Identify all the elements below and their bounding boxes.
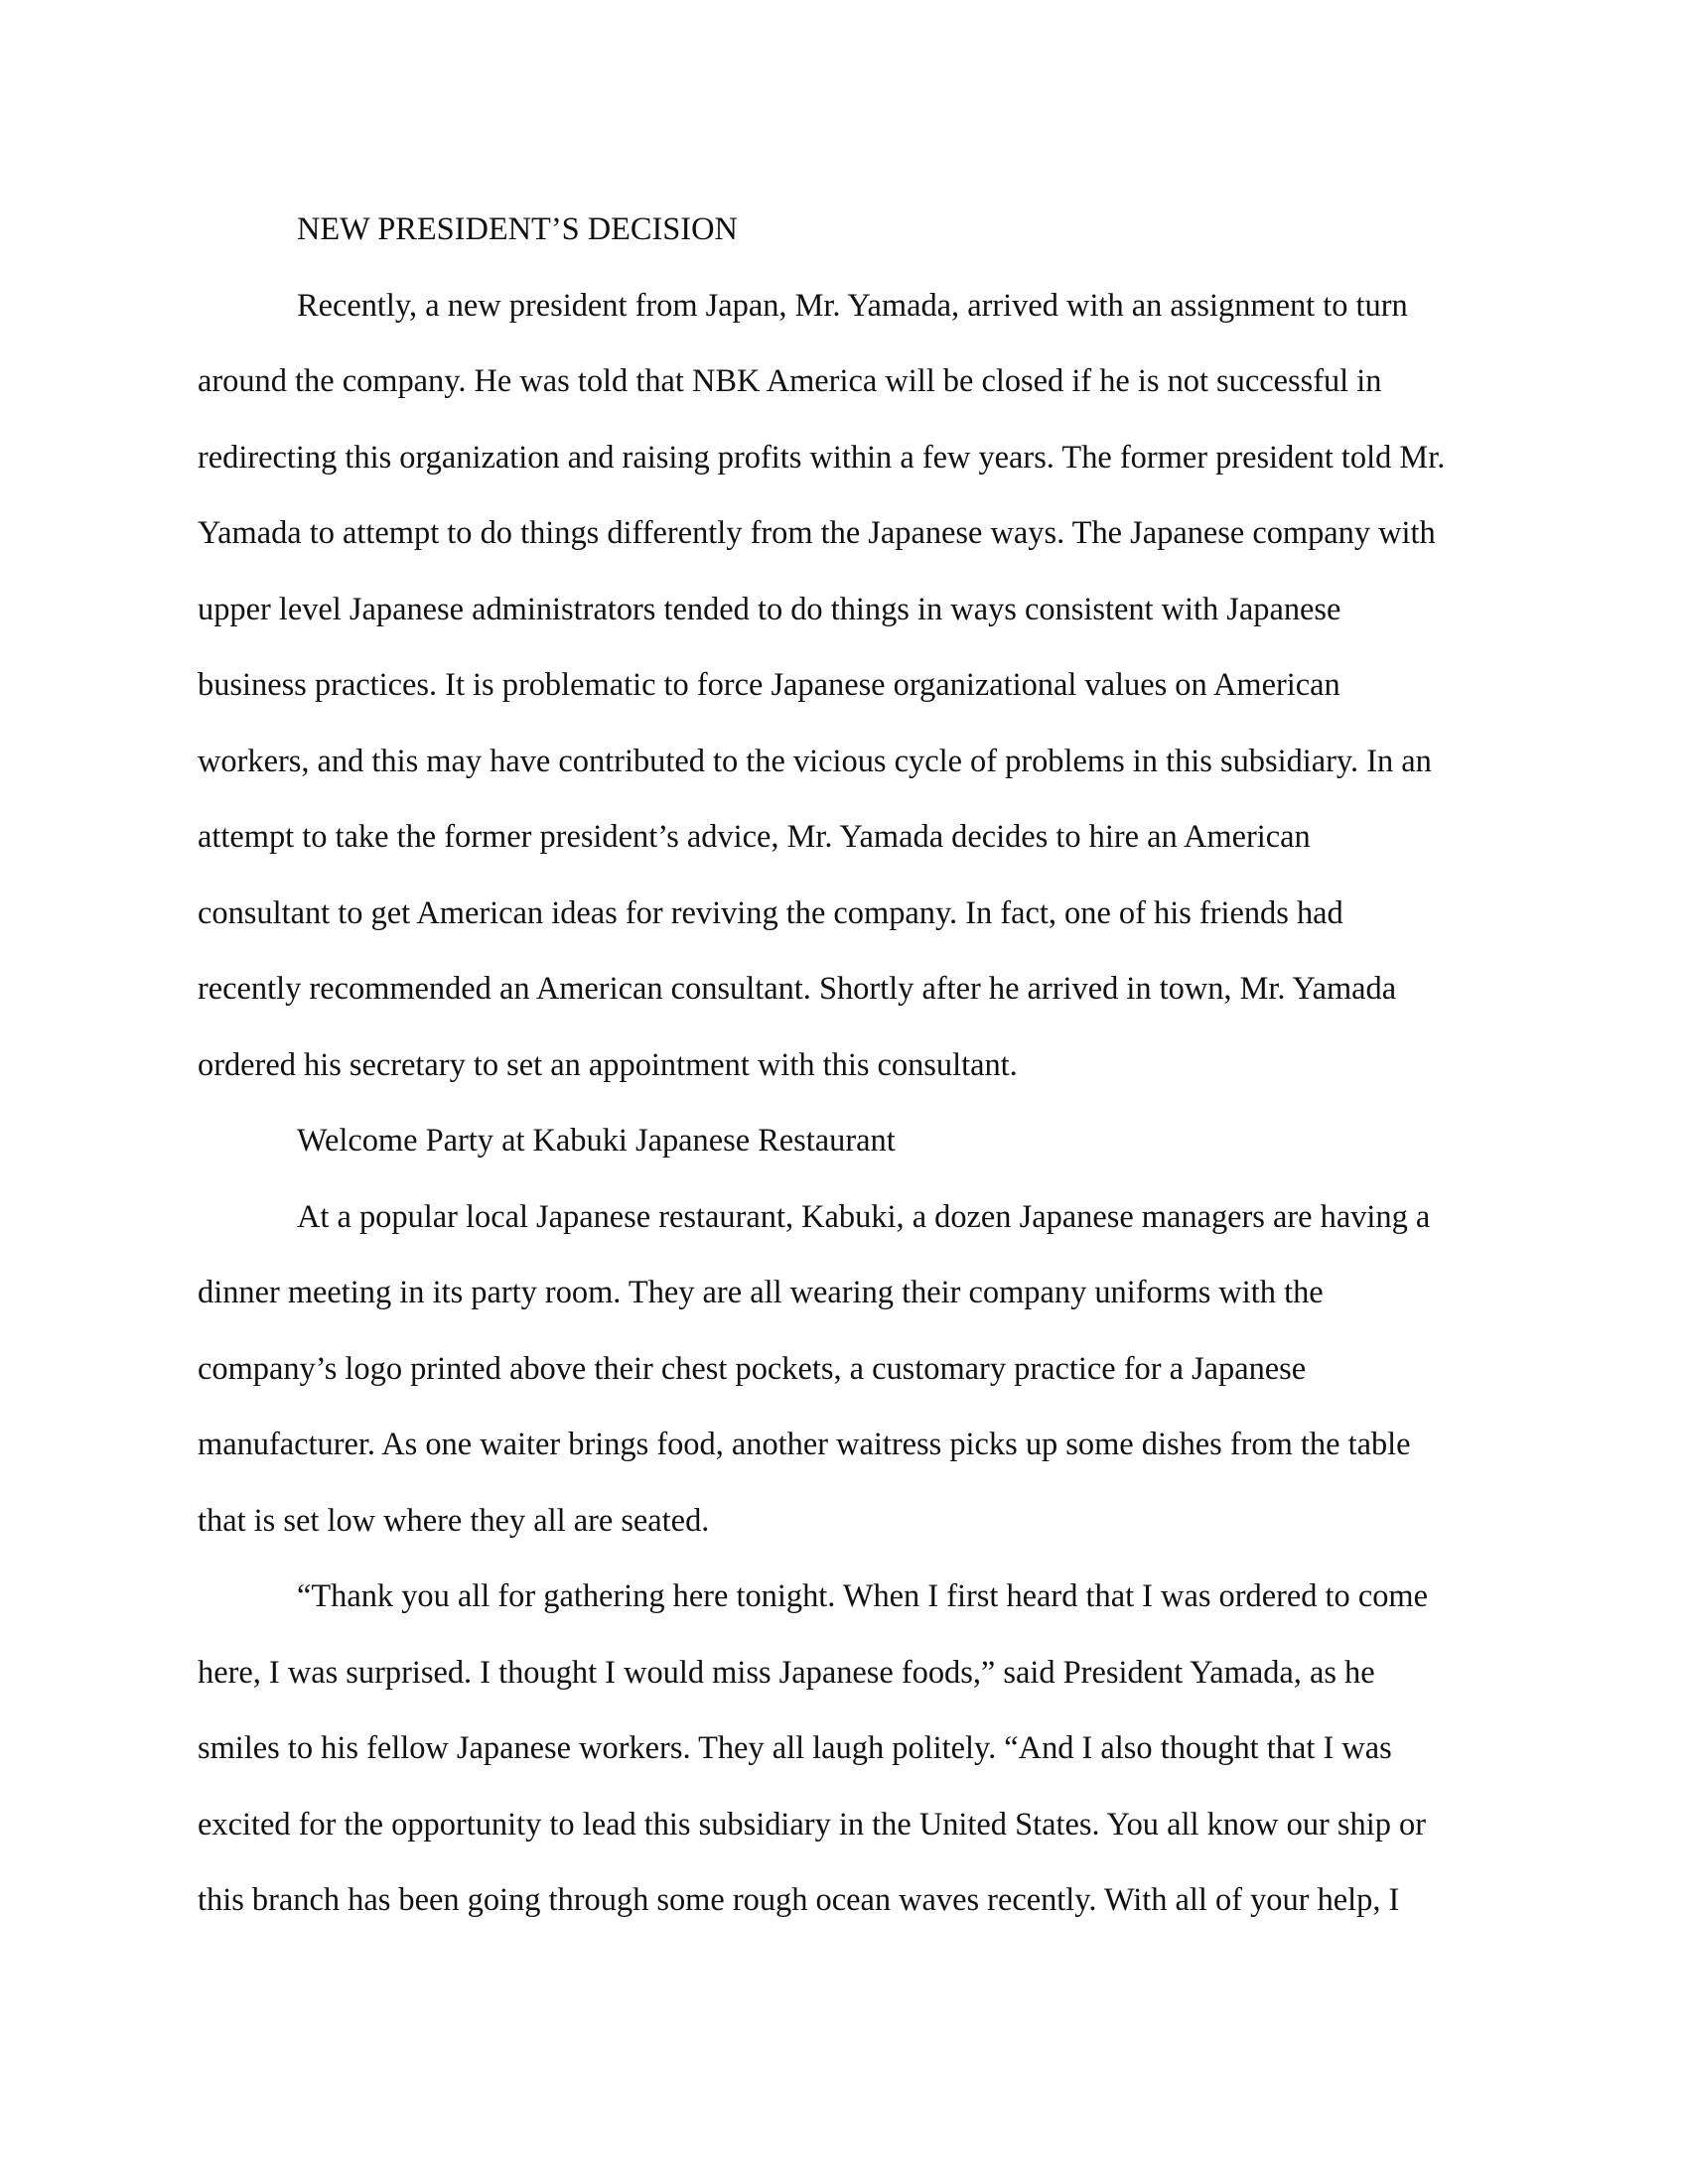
paragraph-line: that is set low where they all are seated. bbox=[198, 1502, 710, 1539]
paragraph-line: consultant to get American ideas for reviving the company. In fact, one of his friends had bbox=[198, 894, 1343, 931]
paragraph-line: manufacturer. As one waiter brings food, another waitress picks up some dishes from the table bbox=[198, 1427, 1411, 1462]
paragraph-line: “Thank you all for gathering here tonight. When I first heard that I was ordered to come bbox=[297, 1578, 1428, 1614]
section-heading: Welcome Party at Kabuki Japanese Restaurant bbox=[297, 1123, 896, 1159]
section-heading: NEW PRESIDENT’S DECISION bbox=[297, 211, 738, 247]
document-body bbox=[198, 192, 1488, 1939]
paragraph-line: At a popular local Japanese restaurant, Kabuki, a dozen Japanese managers are having a bbox=[297, 1198, 1431, 1235]
paragraph-line: Yamada to attempt to do things differently from the Japanese ways. The Japanese company with bbox=[198, 515, 1436, 551]
paragraph-line: recently recommended an American consultant. Shortly after he arrived in town, Mr. Yamada bbox=[198, 971, 1397, 1007]
paragraph-line: upper level Japanese administrators tended to do things in ways consistent with Japanese bbox=[198, 591, 1341, 627]
paragraph-line: excited for the opportunity to lead this subsidiary in the United States. You all know our ship or bbox=[198, 1806, 1426, 1843]
paragraph-line: attempt to take the former president’s advice, Mr. Yamada decides to hire an American bbox=[198, 819, 1311, 855]
paragraph-line: business practices. It is problematic to force Japanese organizational values on American bbox=[198, 667, 1340, 703]
paragraph-line: around the company. He was told that NBK America will be closed if he is not successful in bbox=[198, 363, 1382, 399]
paragraph-line: ordered his secretary to set an appointment with this consultant. bbox=[198, 1046, 1018, 1083]
paragraph-line: redirecting this organization and raising profits within a few years. The former president told Mr. bbox=[198, 439, 1446, 476]
paragraph-line: this branch has been going through some rough ocean waves recently. With all of your help, I bbox=[198, 1882, 1400, 1918]
paragraph bbox=[198, 1559, 1488, 1939]
paragraph-line: here, I was surprised. I thought I would miss Japanese foods,” said President Yamada, as he bbox=[198, 1654, 1375, 1691]
paragraph bbox=[198, 268, 1488, 1104]
paragraph-line: smiles to his fellow Japanese workers. They all laugh politely. “And I also thought that I was bbox=[198, 1730, 1392, 1766]
paragraph bbox=[198, 1179, 1488, 1560]
paragraph-line: dinner meeting in its party room. They are all wearing their company uniforms with the bbox=[198, 1275, 1324, 1310]
paragraph-line: company’s logo printed above their chest pockets, a customary practice for a Japanese bbox=[198, 1350, 1307, 1387]
paragraph-line: Recently, a new president from Japan, Mr. Yamada, arrived with an assignment to turn bbox=[297, 287, 1408, 324]
paragraph-line: workers, and this may have contributed to the vicious cycle of problems in this subsidiary. In an bbox=[198, 743, 1432, 779]
